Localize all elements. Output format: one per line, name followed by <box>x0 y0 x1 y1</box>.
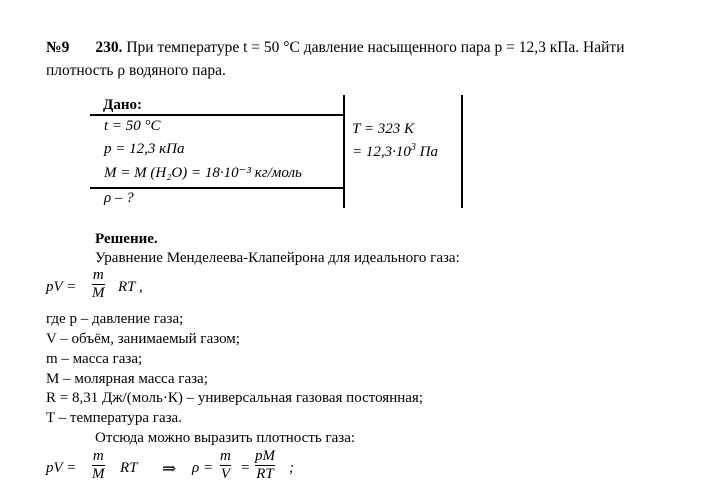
solution-intro: Уравнение Менделеева-Клапейрона для идеального газа: <box>95 250 460 266</box>
def-M: M – молярная масса газа; <box>46 371 208 387</box>
eq2-mid: RT <box>120 460 138 476</box>
def-m: m – масса газа; <box>46 351 143 367</box>
solution-header: Решение. <box>95 231 158 247</box>
eq2-rho: ρ = <box>192 460 214 476</box>
def-R: R = 8,31 Дж/(моль·К) – универсальная газовая постоянная; <box>46 390 423 406</box>
eq2-left: pV = <box>46 460 77 476</box>
given-header: Дано: <box>103 97 142 113</box>
eq1-left: pV = <box>46 279 77 295</box>
given-rule-bottom <box>90 187 343 189</box>
given-p: p = 12,3 кПа <box>104 141 185 157</box>
si-T: T = 323 К <box>352 121 414 137</box>
implies-arrow: ⇒ <box>162 459 177 478</box>
def-V: V – объём, занимаемый газом; <box>46 331 240 347</box>
si-p: = $12,3\cdot 10^3$ Па <box>352 142 438 160</box>
def-where-p: где p – давление газа; <box>46 311 184 327</box>
problem-id: 230. <box>95 39 123 56</box>
eq2-fraction-3: pM RT <box>255 448 275 482</box>
eq2-end: ; <box>289 460 294 476</box>
given-t: t = 50 °C <box>104 118 161 134</box>
def-T: T – температура газа. <box>46 410 182 426</box>
eq1-right: RT , <box>118 279 143 295</box>
eq2-equals: = <box>240 460 251 476</box>
eq1-fraction: m M <box>92 267 105 301</box>
problem-text-line2: плотность ρ водяного пара. <box>46 62 226 79</box>
given-divider <box>343 95 345 208</box>
problem-statement-line1 <box>46 40 625 56</box>
given-find: ρ – ? <box>104 190 134 206</box>
problem-number: №9 <box>46 39 70 56</box>
given-rule-top <box>90 114 343 116</box>
given-M: M = M (H₂O) = 18·10⁻³ кг/моль <box>104 165 302 181</box>
eq2-fraction-2: m V <box>220 448 231 482</box>
problem-text-line1: При температуре t = 50 °С давление насыщенного пара p = 12,3 кПа. Найти <box>126 39 625 56</box>
si-divider <box>461 95 463 208</box>
solution-hence: Отсюда можно выразить плотность газа: <box>95 430 356 446</box>
eq2-fraction-1: m M <box>92 448 105 482</box>
